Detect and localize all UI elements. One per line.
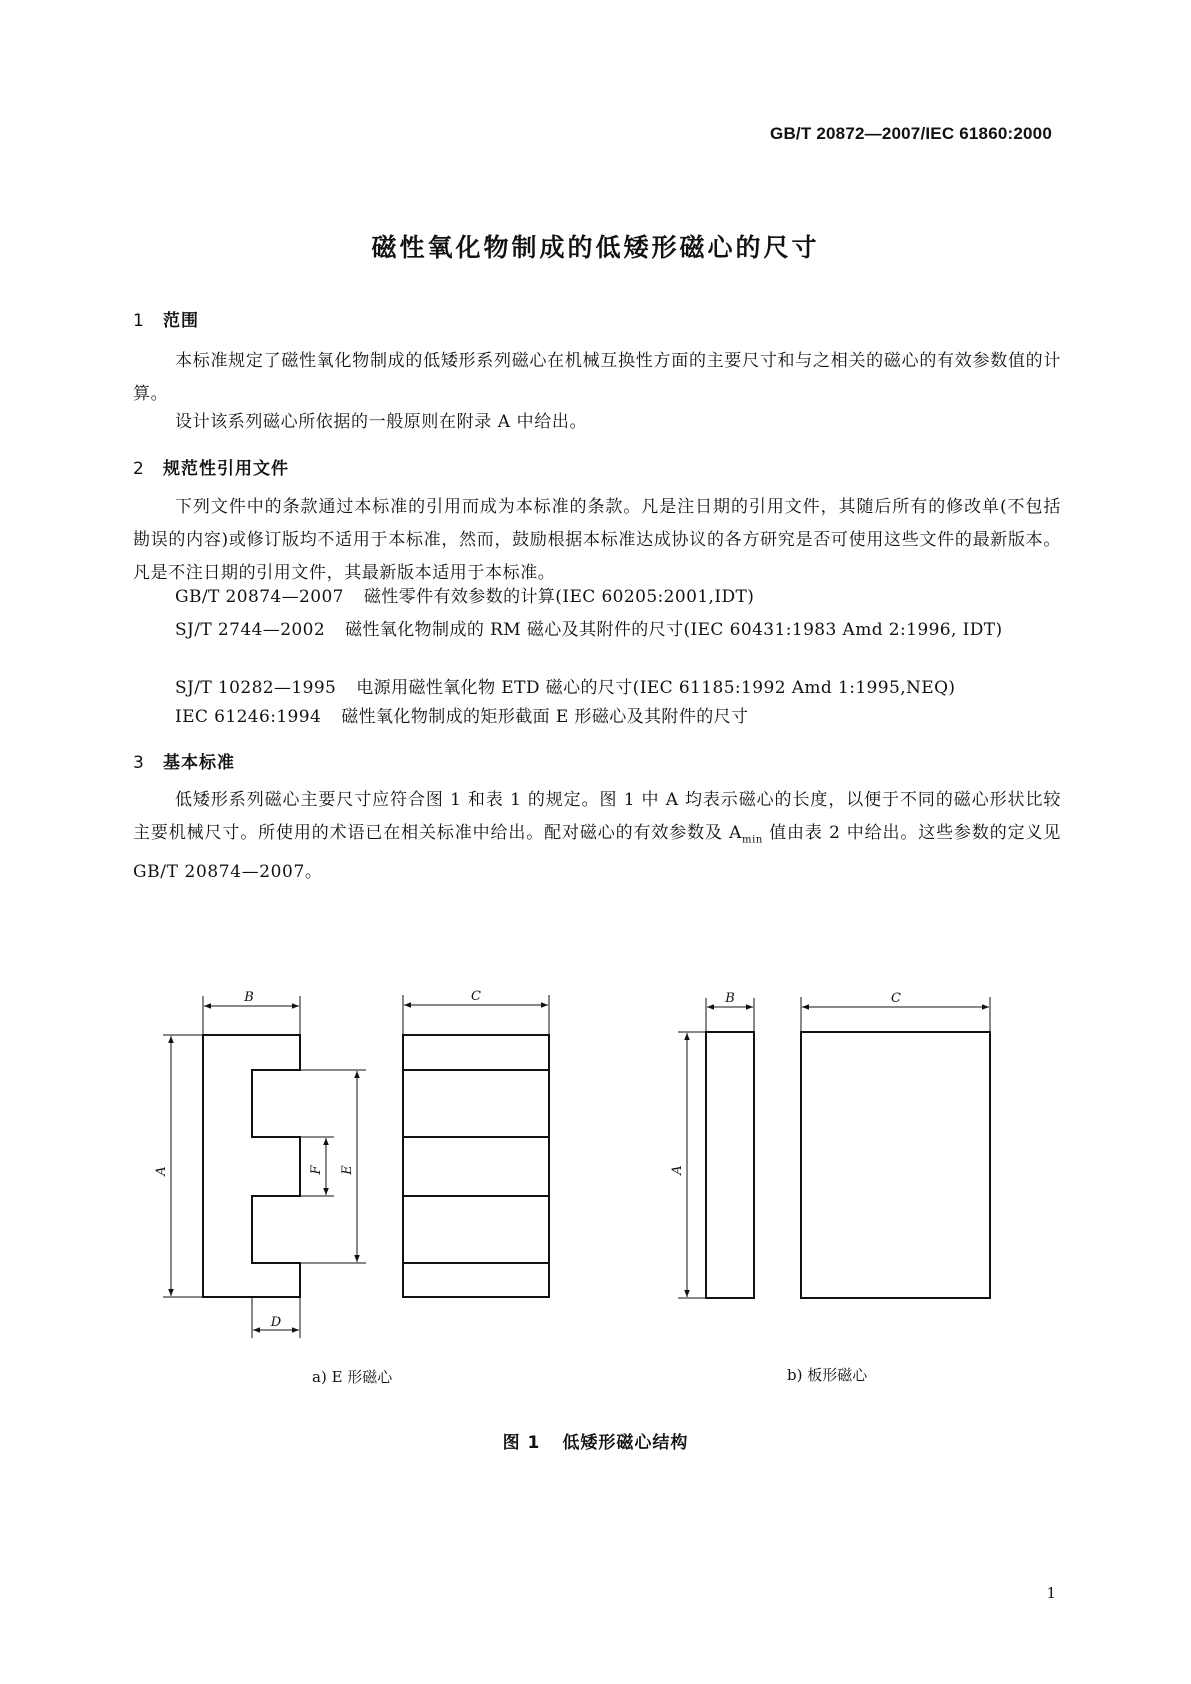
label-f: F [309,1165,324,1175]
plate-core-front-view [706,1032,754,1298]
reference-title: 磁性零件有效参数的计算(IEC 60205:2001,IDT) [363,587,755,607]
section-1-paragraph-1: 本标准规定了磁性氧化物制成的低矮形系列磁心在机械互换性方面的主要尺寸和与之相关的磁心的有效参数值的计算。 [133,351,1061,404]
label-c-plate: C [891,991,901,1006]
reference-code: IEC 61246:1994 [175,707,322,727]
section-number: 3 [133,753,145,773]
section-number: 1 [133,311,145,331]
plate-core-side-view [801,1032,990,1298]
section-1-paragraph-2: 设计该系列磁心所依据的一般原则在附录 A 中给出。 [175,412,588,432]
section-title: 规范性引用文件 [163,459,289,479]
document-title: 磁性氧化物制成的低矮形磁心的尺寸 [371,233,820,262]
figure-caption [0,1428,1191,1453]
subfigure-b-label: b) 板形磁心 [787,1366,868,1384]
paragraph-text: 低矮形系列磁心主要尺寸应符合图 1 和表 1 的规定。图 1 中 A 均表示磁心的长度，以便于不同的磁心形状比较主要机械尺寸。所使用的术语已在相关标准中给出。配对磁心的有效参数及 A [133,790,1061,843]
section-title: 基本标准 [163,753,235,773]
standard-code: GB/T 20872—2007/IEC 61860:2000 [770,124,1052,143]
reference-title: 磁性氧化物制成的矩形截面 E 形磁心及其附件的尺寸 [341,707,749,727]
label-b-e-core: B [244,990,254,1005]
subfigure-a-label: a) E 形磁心 [312,1368,393,1386]
section-2-paragraph: 下列文件中的条款通过本标准的引用而成为本标准的条款。凡是注日期的引用文件，其随后所有的修改单(不包括勘误的内容)或修订版均不适用于本标准，然而，鼓励根据本标准达成协议的各方研究是否可使用这些文件的最新版本。凡是不注日期的引用文件，其最新版本适用于本标准。 [133,497,1061,583]
label-b-plate: B [725,991,735,1006]
section-number: 2 [133,459,145,479]
reference-code: SJ/T 2744—2002 [175,620,326,640]
figure-number: 图 1 [502,1433,541,1453]
e-core-outline [203,1035,300,1297]
reference-title: 电源用磁性氧化物 ETD 磁心的尺寸(IEC 61185:1992 Amd 1:1995,NEQ) [356,678,956,698]
subscript-min: min [741,834,763,846]
figure-title: 低矮形磁心结构 [562,1433,689,1453]
reference-code: SJ/T 10282—1995 [175,678,337,698]
reference-title: 磁性氧化物制成的 RM 磁心及其附件的尺寸(IEC 60431:1983 Amd 2:1996, IDT) [345,620,1003,640]
label-a-e-core: A [154,1166,169,1176]
label-a-plate: A [670,1165,685,1175]
paragraph-text: 值由表 2 中给出。这些参数的定义见 GB/T 20874—2007。 [133,823,1061,883]
section-title: 范围 [163,311,199,331]
reference-code: GB/T 20874—2007 [175,587,344,607]
label-d: D [270,1315,282,1330]
label-e: E [340,1165,355,1175]
page-number: 1 [1046,1584,1056,1602]
e-core-side-view [403,1035,549,1297]
label-c-e-core: C [471,989,481,1004]
